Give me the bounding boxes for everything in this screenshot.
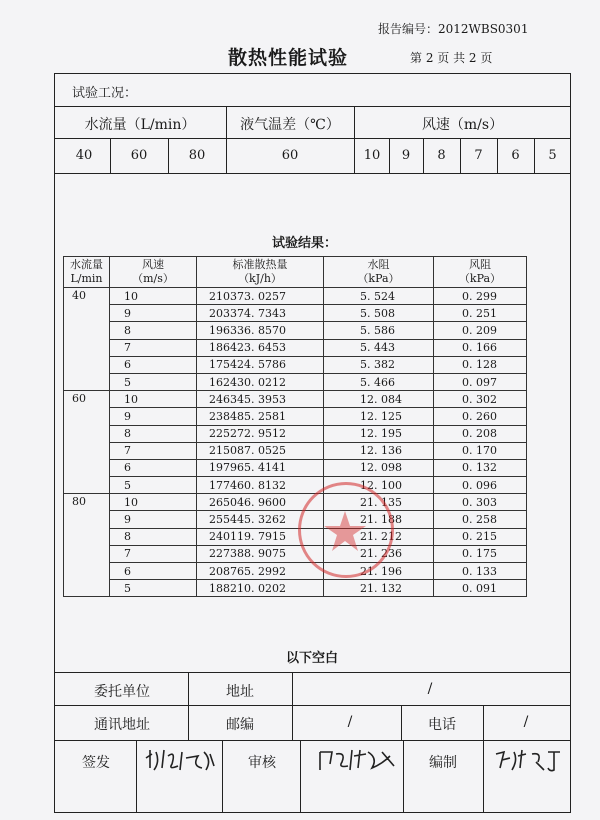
wind-resistance-cell: 0. 097 bbox=[434, 373, 527, 390]
wind-resistance-cell: 0. 258 bbox=[434, 511, 527, 528]
flow-value: 80 bbox=[188, 148, 206, 163]
speed-cell: 8 bbox=[110, 528, 197, 545]
heat-cell: 177460. 8132 bbox=[197, 477, 324, 494]
wind-resistance-cell: 0. 170 bbox=[434, 442, 527, 459]
issue-label: 签发 bbox=[82, 755, 110, 771]
address-label: 地址 bbox=[226, 684, 254, 700]
table-row bbox=[64, 545, 527, 562]
temp-value: 60 bbox=[281, 148, 299, 163]
heat-cell: 238485. 2581 bbox=[197, 408, 324, 425]
results-table bbox=[63, 256, 527, 597]
heat-cell: 208765. 2992 bbox=[197, 563, 324, 580]
wind-resistance-cell: 0. 096 bbox=[434, 477, 527, 494]
water-resistance-cell: 21. 132 bbox=[324, 580, 434, 597]
wind-resistance-cell: 0. 133 bbox=[434, 563, 527, 580]
water-resistance-cell: 5. 466 bbox=[324, 373, 434, 390]
page-info: 第 2 页 共 2 页 bbox=[410, 51, 493, 65]
heat-cell: 203374. 7343 bbox=[197, 305, 324, 322]
water-resistance-cell: 21. 236 bbox=[324, 545, 434, 562]
wind-resistance-cell: 0. 128 bbox=[434, 356, 527, 373]
heat-cell: 225272. 9512 bbox=[197, 425, 324, 442]
speed-cell: 9 bbox=[110, 305, 197, 322]
table-row bbox=[64, 391, 527, 408]
issuer-signature bbox=[142, 744, 218, 774]
table-row bbox=[64, 356, 527, 373]
water-resistance-cell: 5. 524 bbox=[324, 288, 434, 305]
wind-resistance-cell: 0. 299 bbox=[434, 288, 527, 305]
speed-cell: 8 bbox=[110, 322, 197, 339]
water-resistance-cell: 21. 196 bbox=[324, 563, 434, 580]
water-resistance-cell: 5. 443 bbox=[324, 339, 434, 356]
postcode-value: / bbox=[347, 714, 353, 730]
water-col-header: 水阻 （kPa） bbox=[324, 257, 434, 288]
wind-resistance-cell: 0. 166 bbox=[434, 339, 527, 356]
heat-cell: 162430. 0212 bbox=[197, 373, 324, 390]
flow-group-cell: 60 bbox=[64, 391, 110, 494]
table-row bbox=[64, 494, 527, 511]
phone-value: / bbox=[523, 714, 529, 730]
water-resistance-cell: 12. 195 bbox=[324, 425, 434, 442]
table-row bbox=[64, 305, 527, 322]
table-row bbox=[64, 408, 527, 425]
reviewer-signature bbox=[316, 744, 400, 774]
speed-cell: 10 bbox=[110, 391, 197, 408]
table-row bbox=[64, 563, 527, 580]
table-row bbox=[64, 459, 527, 476]
speed-value: 8 bbox=[437, 148, 446, 163]
heat-cell: 175424. 5786 bbox=[197, 356, 324, 373]
water-resistance-cell: 12. 100 bbox=[324, 477, 434, 494]
heat-cell: 215087. 0525 bbox=[197, 442, 324, 459]
table-row bbox=[64, 528, 527, 545]
water-resistance-cell: 12. 125 bbox=[324, 408, 434, 425]
wind-resistance-cell: 0. 175 bbox=[434, 545, 527, 562]
results-header-row bbox=[64, 257, 527, 288]
preparer-signature bbox=[490, 744, 566, 774]
speed-value: 5 bbox=[548, 148, 557, 163]
heat-cell: 227388. 9075 bbox=[197, 545, 324, 562]
heat-cell: 197965. 4141 bbox=[197, 459, 324, 476]
speed-cell: 10 bbox=[110, 288, 197, 305]
table-row bbox=[64, 288, 527, 305]
water-resistance-cell: 5. 586 bbox=[324, 322, 434, 339]
table-row bbox=[64, 322, 527, 339]
wind-col-header: 风阻 （kPa） bbox=[434, 257, 527, 288]
flow-value: 60 bbox=[130, 148, 148, 163]
speed-cell: 6 bbox=[110, 459, 197, 476]
review-label: 审核 bbox=[248, 755, 276, 771]
heat-cell: 240119. 7915 bbox=[197, 528, 324, 545]
phone-label: 电话 bbox=[428, 717, 456, 733]
wind-resistance-cell: 0. 132 bbox=[434, 459, 527, 476]
speed-cell: 5 bbox=[110, 373, 197, 390]
mail-address-label: 通讯地址 bbox=[94, 717, 150, 733]
heat-cell: 246345. 3953 bbox=[197, 391, 324, 408]
water-resistance-cell: 21. 188 bbox=[324, 511, 434, 528]
wind-resistance-cell: 0. 209 bbox=[434, 322, 527, 339]
heat-cell: 255445. 3262 bbox=[197, 511, 324, 528]
table-row bbox=[64, 373, 527, 390]
water-resistance-cell: 21. 212 bbox=[324, 528, 434, 545]
wind-resistance-cell: 0. 260 bbox=[434, 408, 527, 425]
wind-resistance-cell: 0. 251 bbox=[434, 305, 527, 322]
wind-resistance-cell: 0. 303 bbox=[434, 494, 527, 511]
speed-col-header: 风速 （m/s） bbox=[110, 257, 197, 288]
report-number: 报告编号：2012WBS0301 bbox=[378, 22, 529, 36]
heat-cell: 196336. 8570 bbox=[197, 322, 324, 339]
speed-cell: 6 bbox=[110, 356, 197, 373]
heat-cell: 186423. 6453 bbox=[197, 339, 324, 356]
speed-value: 9 bbox=[401, 148, 411, 163]
stamp-star-icon bbox=[322, 508, 368, 554]
speed-cell: 9 bbox=[110, 408, 197, 425]
flow-value: 40 bbox=[75, 148, 93, 163]
conditions-label: 试验工况： bbox=[72, 86, 138, 101]
speed-value: 10 bbox=[363, 148, 381, 163]
heat-cell: 265046. 9600 bbox=[197, 494, 324, 511]
water-resistance-cell: 12. 084 bbox=[324, 391, 434, 408]
speed-cell: 10 bbox=[110, 494, 197, 511]
address-value: / bbox=[427, 681, 433, 697]
water-resistance-cell: 5. 382 bbox=[324, 356, 434, 373]
wind-resistance-cell: 0. 302 bbox=[434, 391, 527, 408]
table-row bbox=[64, 425, 527, 442]
speed-cell: 7 bbox=[110, 545, 197, 562]
speed-value: 6 bbox=[511, 148, 520, 163]
speed-cell: 7 bbox=[110, 339, 197, 356]
speed-cell: 5 bbox=[110, 580, 197, 597]
speed-header: 风速（m/s） bbox=[421, 117, 504, 133]
wind-resistance-cell: 0. 208 bbox=[434, 425, 527, 442]
heat-cell: 188210. 0202 bbox=[197, 580, 324, 597]
table-row bbox=[64, 339, 527, 356]
client-label: 委托单位 bbox=[94, 684, 150, 700]
speed-value: 7 bbox=[474, 148, 483, 163]
flow-group-cell: 80 bbox=[64, 494, 110, 597]
water-resistance-cell: 12. 136 bbox=[324, 442, 434, 459]
wind-resistance-cell: 0. 215 bbox=[434, 528, 527, 545]
heat-cell: 210373. 0257 bbox=[197, 288, 324, 305]
speed-cell: 6 bbox=[110, 563, 197, 580]
flow-group-cell: 40 bbox=[64, 288, 110, 391]
temp-header: 液气温差（℃） bbox=[240, 117, 340, 133]
flow-header: 水流量（L/min） bbox=[84, 117, 196, 133]
flow-col-header: 水流量 L/min bbox=[64, 257, 110, 288]
wind-resistance-cell: 0. 091 bbox=[434, 580, 527, 597]
blank-notice: 以下空白 bbox=[286, 651, 339, 666]
table-row bbox=[64, 511, 527, 528]
speed-cell: 5 bbox=[110, 477, 197, 494]
water-resistance-cell: 21. 135 bbox=[324, 494, 434, 511]
results-title: 试验结果： bbox=[272, 236, 338, 251]
table-row bbox=[64, 580, 527, 597]
page-title: 散热性能试验 bbox=[228, 47, 349, 69]
speed-cell: 8 bbox=[110, 425, 197, 442]
water-resistance-cell: 5. 508 bbox=[324, 305, 434, 322]
water-resistance-cell: 12. 098 bbox=[324, 459, 434, 476]
prepare-label: 编制 bbox=[429, 755, 457, 771]
table-row bbox=[64, 442, 527, 459]
postcode-label: 邮编 bbox=[226, 717, 254, 733]
speed-cell: 7 bbox=[110, 442, 197, 459]
speed-cell: 9 bbox=[110, 511, 197, 528]
table-row bbox=[64, 477, 527, 494]
heat-col-header: 标准散热量 （kJ/h） bbox=[197, 257, 324, 288]
